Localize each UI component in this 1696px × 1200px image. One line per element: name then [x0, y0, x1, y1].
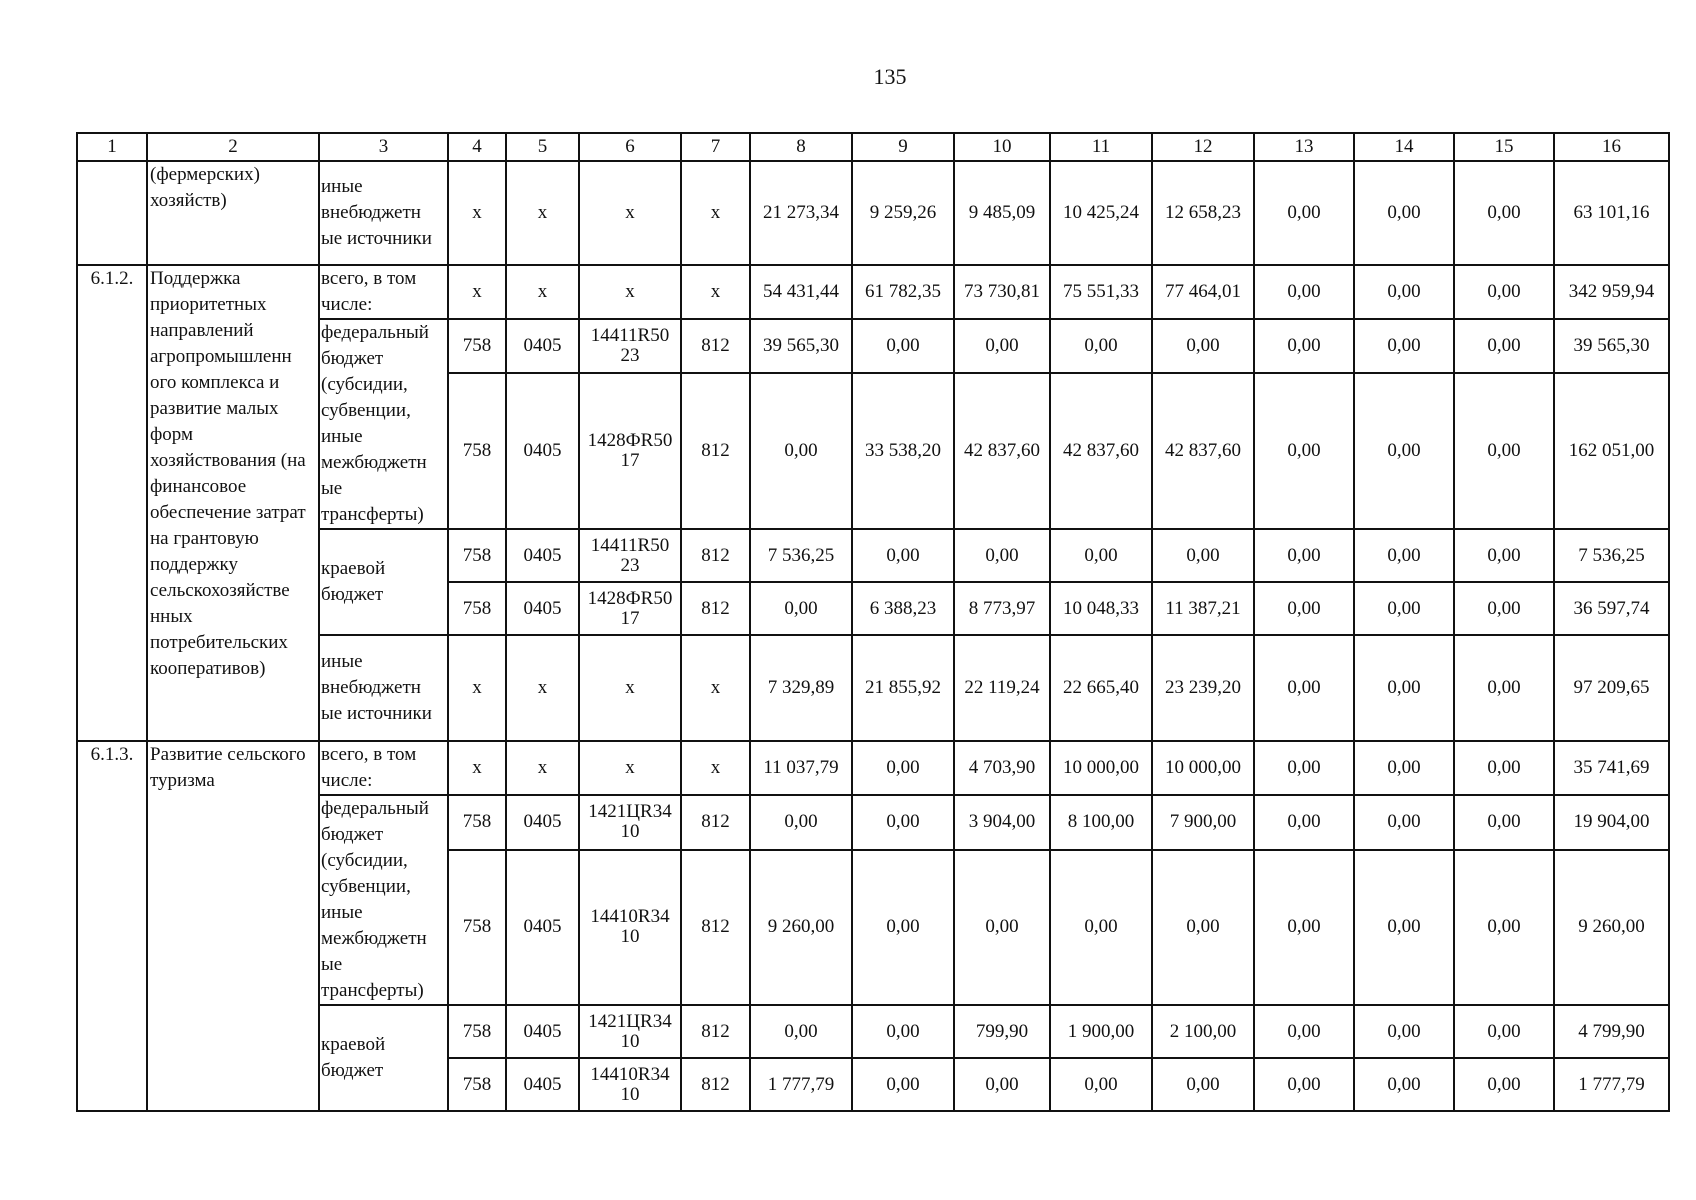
cell-col12: 12 658,23 [1152, 161, 1254, 265]
cell-col8: 11 037,79 [750, 741, 852, 795]
header-cell: 8 [750, 133, 852, 161]
header-cell: 16 [1554, 133, 1669, 161]
header-cell: 7 [681, 133, 750, 161]
cell-col16: 19 904,00 [1554, 795, 1669, 850]
cell-col10: 799,90 [954, 1005, 1050, 1058]
cell-col16: 36 597,74 [1554, 582, 1669, 635]
cell-col15: 0,00 [1454, 1005, 1554, 1058]
cell-col5: x [506, 741, 579, 795]
cell-col6: x [579, 265, 681, 319]
cell-col8: 0,00 [750, 1005, 852, 1058]
cell-col7: x [681, 265, 750, 319]
funding-source: иные внебюджетн ые источники [319, 161, 448, 265]
row-number: 6.1.2. [77, 265, 147, 741]
cell-col14: 0,00 [1354, 850, 1454, 1005]
cell-col14: 0,00 [1354, 635, 1454, 741]
measure-name: Поддержка приоритетных направлений агропромышленн ого комплекса и развитие малых форм хозяйствования (на финансовое обеспечение затрат на грантовую поддержку сельскохозяйстве нных потребительских кооперативов) [147, 265, 319, 741]
cell-col10: 8 773,97 [954, 582, 1050, 635]
cell-col4: 758 [448, 850, 506, 1005]
cell-col7: 812 [681, 319, 750, 373]
cell-col10: 0,00 [954, 529, 1050, 582]
cell-col15: 0,00 [1454, 795, 1554, 850]
cell-col11: 8 100,00 [1050, 795, 1152, 850]
cell-col14: 0,00 [1354, 161, 1454, 265]
cell-col12: 10 000,00 [1152, 741, 1254, 795]
header-cell: 14 [1354, 133, 1454, 161]
cell-col14: 0,00 [1354, 795, 1454, 850]
funding-source: краевой бюджет [319, 529, 448, 635]
cell-col14: 0,00 [1354, 1005, 1454, 1058]
cell-col5: 0405 [506, 529, 579, 582]
funding-source: федеральный бюджет (субсидии, субвенции, иные межбюджетн ые трансферты) [319, 795, 448, 1005]
cell-col4: 758 [448, 1058, 506, 1111]
cell-col9: 0,00 [852, 1005, 954, 1058]
cell-col6: 14411R50 23 [579, 319, 681, 373]
cell-col16: 9 260,00 [1554, 850, 1669, 1005]
cell-col4: 758 [448, 795, 506, 850]
cell-col16: 35 741,69 [1554, 741, 1669, 795]
cell-col9: 0,00 [852, 319, 954, 373]
cell-col13: 0,00 [1254, 319, 1354, 373]
header-cell: 12 [1152, 133, 1254, 161]
cell-col4: x [448, 161, 506, 265]
cell-col11: 75 551,33 [1050, 265, 1152, 319]
cell-col16: 7 536,25 [1554, 529, 1669, 582]
cell-col16: 1 777,79 [1554, 1058, 1669, 1111]
header-cell: 10 [954, 133, 1050, 161]
cell-col5: x [506, 265, 579, 319]
cell-col11: 0,00 [1050, 850, 1152, 1005]
header-cell: 6 [579, 133, 681, 161]
cell-col9: 6 388,23 [852, 582, 954, 635]
cell-col15: 0,00 [1454, 265, 1554, 319]
cell-col12: 0,00 [1152, 529, 1254, 582]
cell-col7: 812 [681, 850, 750, 1005]
cell-col12: 77 464,01 [1152, 265, 1254, 319]
cell-col13: 0,00 [1254, 373, 1354, 529]
cell-col10: 42 837,60 [954, 373, 1050, 529]
cell-col15: 0,00 [1454, 741, 1554, 795]
cell-col6: 14410R34 10 [579, 1058, 681, 1111]
cell-col9: 0,00 [852, 850, 954, 1005]
cell-col13: 0,00 [1254, 795, 1354, 850]
cell-col14: 0,00 [1354, 373, 1454, 529]
cell-col16: 342 959,94 [1554, 265, 1669, 319]
cell-col4: 758 [448, 529, 506, 582]
cell-col7: x [681, 635, 750, 741]
cell-col9: 0,00 [852, 741, 954, 795]
cell-col13: 0,00 [1254, 741, 1354, 795]
cell-col15: 0,00 [1454, 319, 1554, 373]
measure-name: Развитие сельского туризма [147, 741, 319, 1111]
cell-col14: 0,00 [1354, 529, 1454, 582]
cell-col10: 4 703,90 [954, 741, 1050, 795]
funding-source: всего, в том числе: [319, 265, 448, 319]
cell-col13: 0,00 [1254, 635, 1354, 741]
cell-col11: 0,00 [1050, 319, 1152, 373]
cell-col12: 42 837,60 [1152, 373, 1254, 529]
cell-col13: 0,00 [1254, 1005, 1354, 1058]
cell-col14: 0,00 [1354, 265, 1454, 319]
cell-col4: x [448, 635, 506, 741]
cell-col16: 63 101,16 [1554, 161, 1669, 265]
cell-col4: x [448, 265, 506, 319]
measure-name: (фермерских) хозяйств) [147, 161, 319, 265]
cell-col4: 758 [448, 1005, 506, 1058]
cell-col9: 21 855,92 [852, 635, 954, 741]
cell-col15: 0,00 [1454, 529, 1554, 582]
cell-col5: x [506, 161, 579, 265]
cell-col13: 0,00 [1254, 850, 1354, 1005]
header-cell: 1 [77, 133, 147, 161]
cell-col14: 0,00 [1354, 319, 1454, 373]
cell-col12: 23 239,20 [1152, 635, 1254, 741]
header-cell: 4 [448, 133, 506, 161]
cell-col12: 7 900,00 [1152, 795, 1254, 850]
cell-col9: 9 259,26 [852, 161, 954, 265]
table-row [77, 161, 1669, 265]
cell-col12: 2 100,00 [1152, 1005, 1254, 1058]
header-row [77, 133, 1669, 161]
funding-source: краевой бюджет [319, 1005, 448, 1111]
cell-col14: 0,00 [1354, 582, 1454, 635]
funding-source: федеральный бюджет (субсидии, субвенции, иные межбюджетн ые трансферты) [319, 319, 448, 529]
cell-col4: 758 [448, 582, 506, 635]
cell-col8: 9 260,00 [750, 850, 852, 1005]
cell-col6: 14411R50 23 [579, 529, 681, 582]
cell-col7: x [681, 161, 750, 265]
cell-col10: 22 119,24 [954, 635, 1050, 741]
cell-col13: 0,00 [1254, 265, 1354, 319]
cell-col8: 7 329,89 [750, 635, 852, 741]
cell-col4: x [448, 741, 506, 795]
header-cell: 11 [1050, 133, 1152, 161]
cell-col9: 0,00 [852, 1058, 954, 1111]
cell-col11: 22 665,40 [1050, 635, 1152, 741]
cell-col6: 14410R34 10 [579, 850, 681, 1005]
header-cell: 15 [1454, 133, 1554, 161]
funding-source: иные внебюджетн ые источники [319, 635, 448, 741]
cell-col10: 0,00 [954, 850, 1050, 1005]
cell-col15: 0,00 [1454, 1058, 1554, 1111]
cell-col12: 0,00 [1152, 319, 1254, 373]
cell-col14: 0,00 [1354, 741, 1454, 795]
cell-col6: x [579, 161, 681, 265]
cell-col8: 0,00 [750, 795, 852, 850]
cell-col13: 0,00 [1254, 582, 1354, 635]
cell-col6: x [579, 635, 681, 741]
cell-col8: 7 536,25 [750, 529, 852, 582]
cell-col8: 0,00 [750, 582, 852, 635]
cell-col7: 812 [681, 795, 750, 850]
cell-col11: 10 000,00 [1050, 741, 1152, 795]
cell-col8: 0,00 [750, 373, 852, 529]
cell-col11: 0,00 [1050, 529, 1152, 582]
funding-source: всего, в том числе: [319, 741, 448, 795]
cell-col5: 0405 [506, 582, 579, 635]
table-row [77, 265, 1669, 319]
cell-col16: 97 209,65 [1554, 635, 1669, 741]
cell-col5: 0405 [506, 373, 579, 529]
row-number [77, 161, 147, 265]
cell-col9: 61 782,35 [852, 265, 954, 319]
budget-table [76, 132, 1670, 1112]
cell-col10: 73 730,81 [954, 265, 1050, 319]
cell-col8: 39 565,30 [750, 319, 852, 373]
page-number: 135 [873, 64, 907, 89]
cell-col7: 812 [681, 529, 750, 582]
cell-col15: 0,00 [1454, 850, 1554, 1005]
cell-col5: x [506, 635, 579, 741]
table-row [77, 741, 1669, 795]
cell-col16: 4 799,90 [1554, 1005, 1669, 1058]
header-cell: 13 [1254, 133, 1354, 161]
cell-col13: 0,00 [1254, 1058, 1354, 1111]
cell-col10: 0,00 [954, 319, 1050, 373]
cell-col4: 758 [448, 373, 506, 529]
cell-col11: 0,00 [1050, 1058, 1152, 1111]
cell-col15: 0,00 [1454, 161, 1554, 265]
cell-col5: 0405 [506, 795, 579, 850]
cell-col10: 0,00 [954, 1058, 1050, 1111]
cell-col8: 21 273,34 [750, 161, 852, 265]
cell-col12: 0,00 [1152, 850, 1254, 1005]
cell-col4: 758 [448, 319, 506, 373]
cell-col6: x [579, 741, 681, 795]
cell-col14: 0,00 [1354, 1058, 1454, 1111]
header-cell: 2 [147, 133, 319, 161]
cell-col7: 812 [681, 1058, 750, 1111]
cell-col15: 0,00 [1454, 373, 1554, 529]
cell-col7: 812 [681, 1005, 750, 1058]
cell-col9: 33 538,20 [852, 373, 954, 529]
cell-col11: 1 900,00 [1050, 1005, 1152, 1058]
cell-col7: x [681, 741, 750, 795]
cell-col10: 9 485,09 [954, 161, 1050, 265]
cell-col8: 54 431,44 [750, 265, 852, 319]
cell-col6: 1428ФR50 17 [579, 373, 681, 529]
cell-col16: 162 051,00 [1554, 373, 1669, 529]
cell-col15: 0,00 [1454, 635, 1554, 741]
cell-col11: 42 837,60 [1050, 373, 1152, 529]
cell-col8: 1 777,79 [750, 1058, 852, 1111]
cell-col10: 3 904,00 [954, 795, 1050, 850]
cell-col16: 39 565,30 [1554, 319, 1669, 373]
cell-col9: 0,00 [852, 795, 954, 850]
cell-col7: 812 [681, 582, 750, 635]
header-cell: 3 [319, 133, 448, 161]
cell-col13: 0,00 [1254, 529, 1354, 582]
cell-col11: 10 425,24 [1050, 161, 1152, 265]
cell-col7: 812 [681, 373, 750, 529]
cell-col15: 0,00 [1454, 582, 1554, 635]
cell-col11: 10 048,33 [1050, 582, 1152, 635]
header-cell: 5 [506, 133, 579, 161]
cell-col6: 1421ЦR34 10 [579, 795, 681, 850]
cell-col5: 0405 [506, 850, 579, 1005]
cell-col5: 0405 [506, 319, 579, 373]
cell-col5: 0405 [506, 1005, 579, 1058]
cell-col5: 0405 [506, 1058, 579, 1111]
cell-col13: 0,00 [1254, 161, 1354, 265]
cell-col6: 1428ФR50 17 [579, 582, 681, 635]
cell-col6: 1421ЦR34 10 [579, 1005, 681, 1058]
cell-col12: 0,00 [1152, 1058, 1254, 1111]
header-cell: 9 [852, 133, 954, 161]
row-number: 6.1.3. [77, 741, 147, 1111]
cell-col12: 11 387,21 [1152, 582, 1254, 635]
cell-col9: 0,00 [852, 529, 954, 582]
